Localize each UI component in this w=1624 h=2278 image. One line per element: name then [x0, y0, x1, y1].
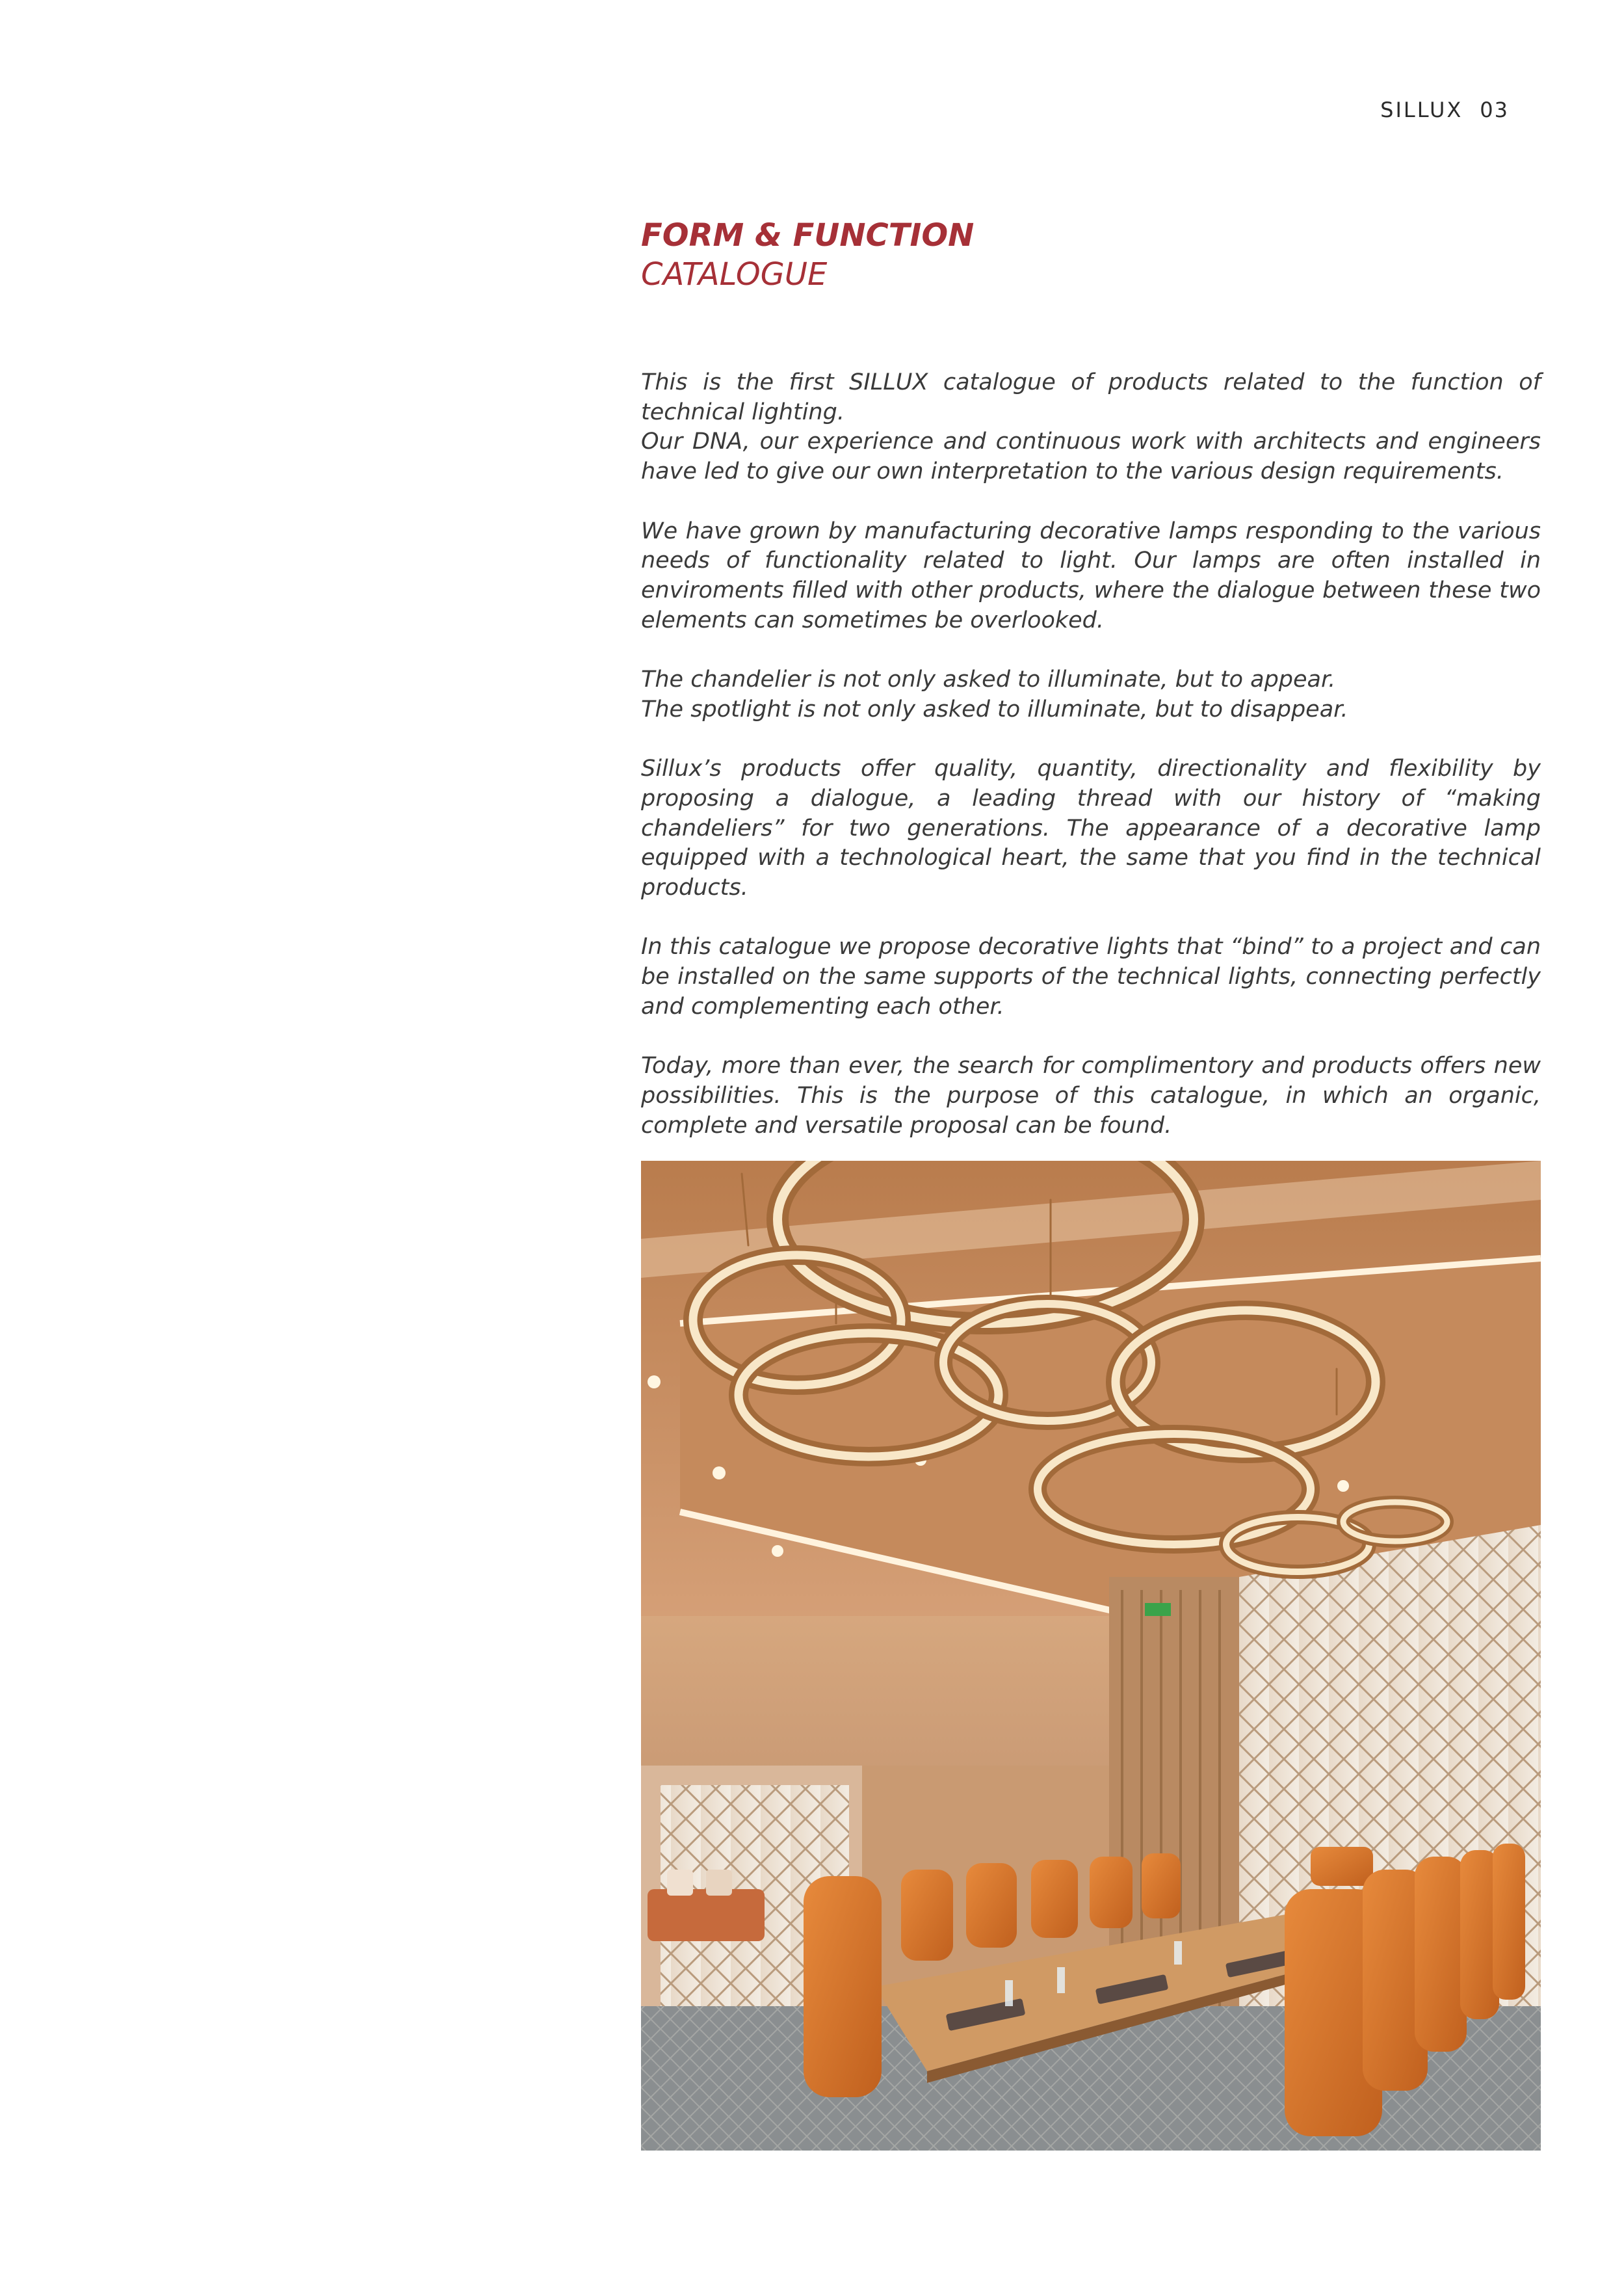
page-number: 03: [1480, 98, 1509, 122]
brand-name: SILLUX: [1380, 98, 1463, 122]
page-header: [1380, 98, 1509, 122]
sentence: This is the first SILLUX catalogue of products related to the function of technical lighting.: [641, 369, 1541, 425]
intro-text: [641, 368, 1541, 1171]
conference-room-photo: [641, 1161, 1541, 2151]
sentence: We have grown by manufacturing decorative lamps responding to the various needs of functionality related to light. Our lamps are often installed in enviroments filled with other products, where the dialogue between these two elements can sometimes be overlooked.: [641, 518, 1541, 633]
paragraph: [641, 665, 1541, 724]
paragraph: [641, 933, 1541, 1022]
sentence: Sillux’s products offer quality, quantity, directionality and flexibility by proposing a dialogue, a leading thread with our history of “making chandeliers” for two generations. The appearance of a decorative lamp equipped with a technological heart, the same that you find in the technical products.: [641, 756, 1541, 901]
page-title: [641, 216, 974, 294]
paragraph: [641, 1052, 1541, 1141]
paragraph: [641, 517, 1541, 636]
sentence: Today, more than ever, the search for complimentory and products offers new possibilities. This is the purpose of this catalogue, in which an organic, complete and versatile proposal can be found.: [641, 1053, 1541, 1139]
sentence: The chandelier is not only asked to illuminate, but to appear.: [641, 667, 1336, 693]
sentence: The spotlight is not only asked to illuminate, but to disappear.: [641, 696, 1348, 722]
title-line-2: CATALOGUE: [641, 256, 828, 293]
title-line-1: FORM & FUNCTION: [641, 217, 975, 254]
paragraph: [641, 368, 1541, 487]
sentence: Our DNA, our experience and continuous work with architects and engineers have led to give our own interpretation to the various design requirements.: [641, 429, 1541, 485]
sentence: In this catalogue we propose decorative lights that “bind” to a project and can be installed on the same supports of the technical lights, connecting perfectly and complementing each other.: [641, 934, 1541, 1020]
paragraph: [641, 754, 1541, 903]
